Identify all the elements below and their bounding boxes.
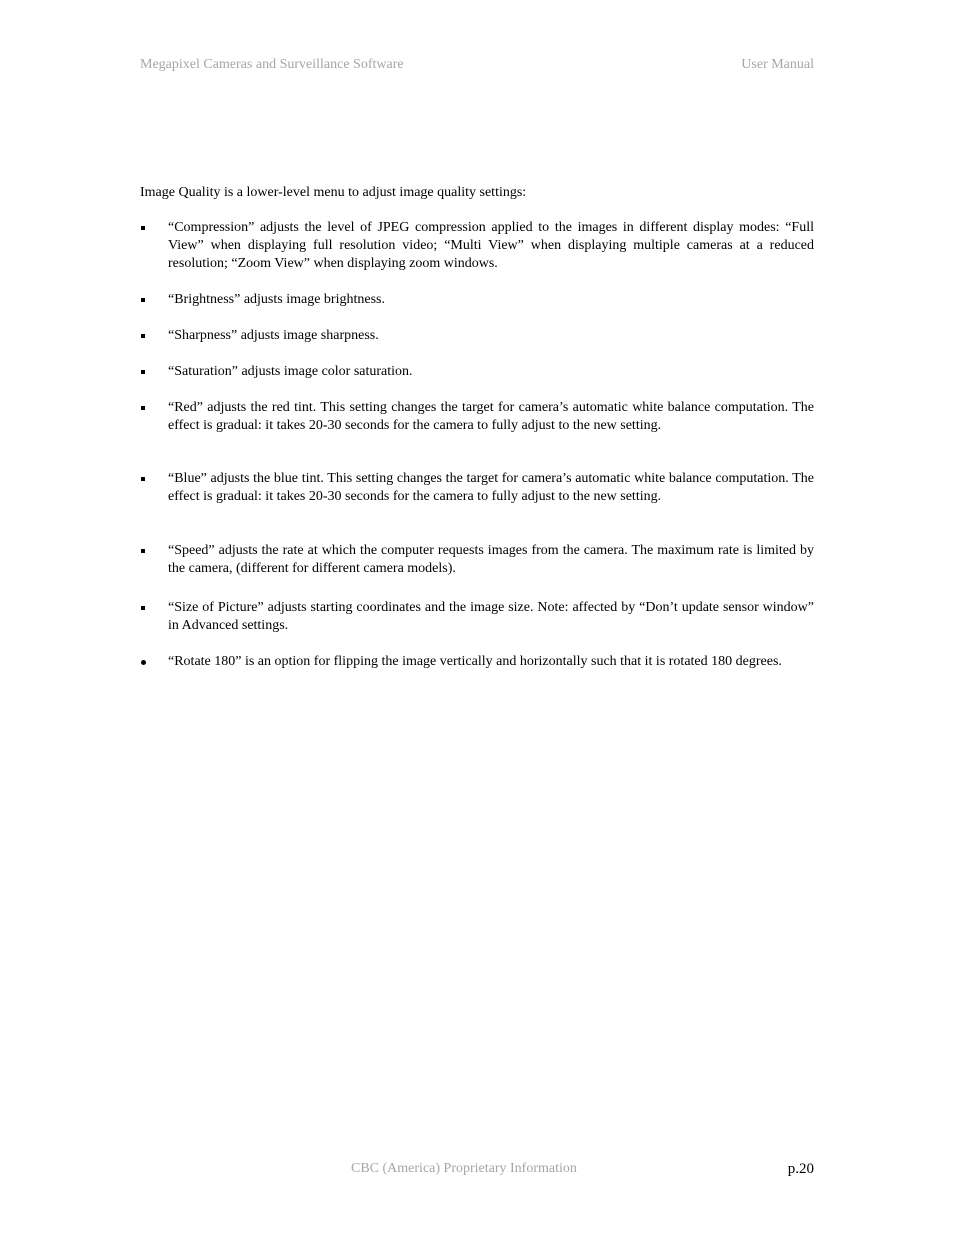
list-item-red: [140, 399, 814, 435]
list-item-text: “Red” adjusts the red tint. This setting changes the target for camera’s automatic white balance computation. The effect is gradual: it takes 20-30 seconds for the camera to fully adjust to the new setting.: [168, 400, 814, 433]
running-footer: [140, 1160, 814, 1180]
list-item-text: “Compression” adjusts the level of JPEG compression applied to the images in different display modes: “Full View” when displaying full resolution video; “Multi View” when displaying multiple cameras at a reduced resolution; “Zoom View” when displaying zoom windows.: [168, 220, 814, 271]
footer-proprietary-notice: CBC (America) Proprietary Information: [351, 1161, 577, 1176]
list-item-saturation: [140, 363, 814, 381]
list-item-speed: [140, 542, 814, 578]
list-item-sharpness: [140, 327, 814, 345]
list-item-text: “Blue” adjusts the blue tint. This setting changes the target for camera’s automatic white balance computation. The effect is gradual: it takes 20-30 seconds for the camera to fully adjust to the new setting.: [168, 471, 814, 504]
list-item-text: “Brightness” adjusts image brightness.: [168, 292, 385, 307]
list-item-text: “Speed” adjusts the rate at which the computer requests images from the camera. The maximum rate is limited by the camera, (different for different camera models).: [168, 543, 814, 576]
header-manual-label: User Manual: [741, 57, 814, 72]
list-item-brightness: [140, 291, 814, 309]
list-item-rotate-180: [140, 653, 814, 671]
list-item-text: “Rotate 180” is an option for flipping the image vertically and horizontally such that it is rotated 180 degrees.: [168, 654, 782, 669]
list-item-text: “Saturation” adjusts image color saturation.: [168, 364, 413, 379]
header-document-title: Megapixel Cameras and Surveillance Software: [140, 57, 404, 72]
list-item-text: “Sharpness” adjusts image sharpness.: [168, 328, 379, 343]
list-item-compression: [140, 219, 814, 273]
list-item-blue: [140, 470, 814, 506]
list-item-size-of-picture: [140, 599, 814, 635]
page-number: p.20: [787, 1161, 814, 1177]
list-item-text: “Size of Picture” adjusts starting coordinates and the image size. Note: affected by “Don’t update sensor window” in Advanced settings.: [168, 600, 814, 633]
intro-paragraph: Image Quality is a lower-level menu to adjust image quality settings:: [140, 185, 527, 200]
